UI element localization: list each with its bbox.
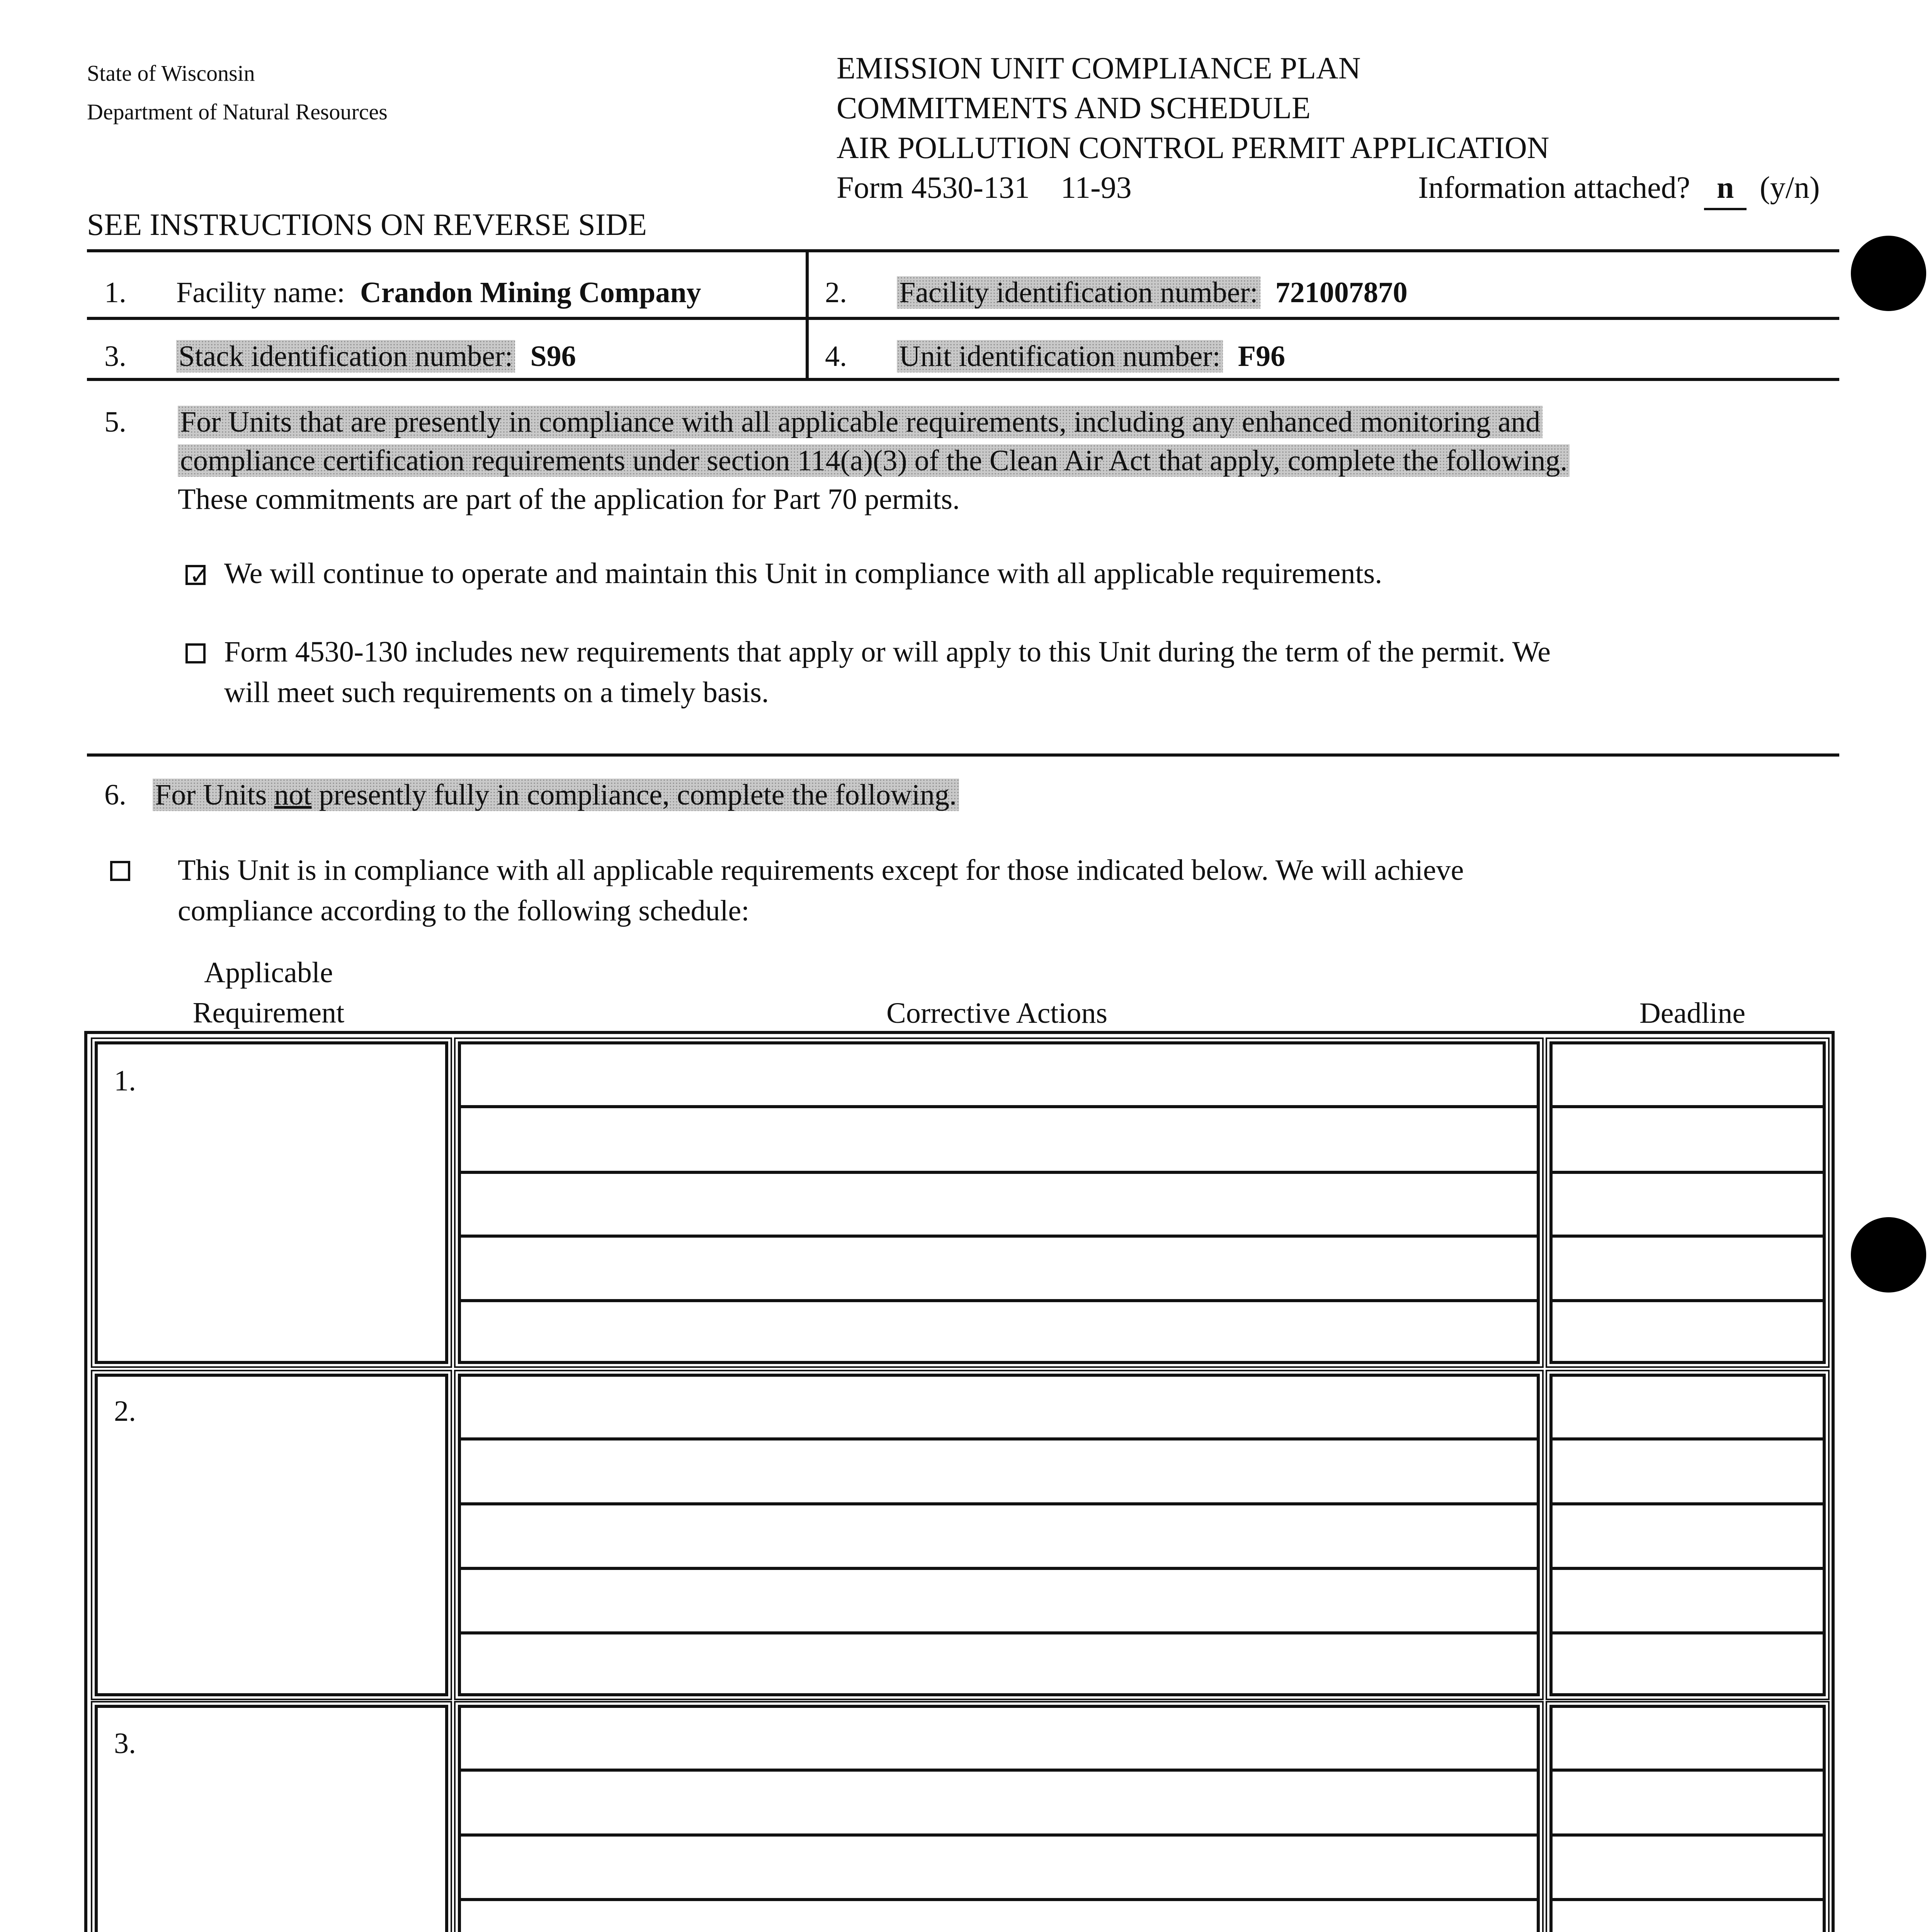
field-4-number: 4.	[825, 340, 847, 372]
deadline-line	[1549, 1235, 1826, 1238]
corrective-line	[458, 1898, 1540, 1901]
option2-checkbox[interactable]	[185, 643, 206, 663]
unit-id-value[interactable]: F96	[1238, 340, 1286, 372]
department-label: Department of Natural Resources	[87, 99, 388, 124]
corrective-line	[458, 1235, 1540, 1238]
row-3-label: 3.	[114, 1727, 136, 1760]
fields-top-rule	[87, 249, 1839, 252]
option2-line2: will meet such requirements on a timely basis.	[224, 676, 769, 709]
requirement-cell-3[interactable]	[95, 1705, 448, 1932]
section-6-rule	[87, 753, 1839, 757]
deadline-line	[1549, 1105, 1826, 1108]
corrective-line	[458, 1567, 1540, 1570]
fields-mid-rule	[87, 317, 1839, 320]
deadline-line	[1549, 1898, 1826, 1901]
section-6-text-line1: This Unit is in compliance with all applicable requirements except for those indicated below. We will achieve	[178, 854, 1464, 886]
option1-checkbox[interactable]	[185, 561, 209, 590]
section-5-number: 5.	[104, 406, 126, 438]
info-attached-value[interactable]: n	[1704, 168, 1747, 210]
section-5-line2-text: compliance certification requirements under section 114(a)(3) of the Clean Air Act that apply, complete the following.	[178, 444, 1570, 477]
section-6-heading	[153, 775, 959, 815]
facility-name-label: Facility name:	[176, 276, 345, 309]
corrective-cell-2[interactable]	[458, 1374, 1540, 1696]
fields-bottom-rule	[87, 378, 1839, 381]
section-6-heading-not: not	[274, 779, 312, 811]
col-header-requirement-line1: Applicable	[204, 956, 333, 989]
corrective-line	[458, 1833, 1540, 1837]
stack-id-value[interactable]: S96	[530, 340, 576, 372]
col-header-deadline: Deadline	[1639, 997, 1746, 1029]
stack-id-label: Stack identification number:	[176, 340, 515, 372]
requirement-cell-2[interactable]	[95, 1374, 448, 1696]
col-header-requirement	[182, 952, 355, 1033]
col-header-corrective: Corrective Actions	[886, 997, 1107, 1029]
punch-hole-top	[1851, 236, 1926, 311]
corrective-line	[458, 1171, 1540, 1174]
section-5-line3: These commitments are part of the application for Part 70 permits.	[178, 483, 960, 515]
deadline-cell-2[interactable]	[1549, 1374, 1826, 1696]
option2-line1: Form 4530-130 includes new requirements that apply or will apply to this Unit during the term of the permit. We	[224, 636, 1551, 668]
field-1	[104, 272, 701, 313]
section-6-text-line2: compliance according to the following schedule:	[178, 895, 750, 927]
unit-id-label: Unit identification number:	[897, 340, 1223, 372]
fields-divider	[806, 249, 809, 381]
deadline-cell-1[interactable]	[1549, 1041, 1826, 1364]
field-2-number: 2.	[825, 276, 847, 309]
corrective-line	[458, 1769, 1540, 1772]
section-6-heading-post: presently fully in compliance, complete the following.	[311, 779, 957, 811]
info-attached-yn: (y/n)	[1760, 171, 1820, 205]
section-5-line1-text: For Units that are presently in compliance with all applicable requirements, including any enhanced monitoring and	[178, 406, 1543, 438]
deadline-line	[1549, 1769, 1826, 1772]
corrective-line	[458, 1105, 1540, 1108]
field-3-number: 3.	[104, 340, 126, 372]
deadline-line	[1549, 1299, 1826, 1302]
corrective-cell-1[interactable]	[458, 1041, 1540, 1364]
checkmark-icon: ✓	[189, 561, 209, 590]
field-2	[825, 272, 1408, 313]
requirement-cell-1[interactable]	[95, 1041, 448, 1364]
info-attached	[1418, 168, 1820, 210]
form-number-text: Form 4530-131	[837, 171, 1030, 205]
section-6-number: 6.	[104, 779, 126, 811]
form-date: 11-93	[1061, 171, 1132, 205]
field-4	[825, 336, 1285, 376]
info-attached-label: Information attached?	[1418, 171, 1690, 205]
form-title-line3: AIR POLLUTION CONTROL PERMIT APPLICATION	[837, 131, 1549, 165]
facility-id-label: Facility identification number:	[897, 276, 1260, 309]
deadline-line	[1549, 1631, 1826, 1634]
instructions-note: SEE INSTRUCTIONS ON REVERSE SIDE	[87, 208, 647, 242]
field-3	[104, 336, 576, 376]
deadline-line	[1549, 1437, 1826, 1440]
form-title-line1: EMISSION UNIT COMPLIANCE PLAN	[837, 51, 1361, 85]
option1-text: We will continue to operate and maintain this Unit in compliance with all applicable requirements.	[224, 557, 1383, 590]
section-6-checkbox[interactable]	[110, 861, 130, 881]
deadline-line	[1549, 1567, 1826, 1570]
facility-name-value[interactable]: Crandon Mining Company	[360, 276, 701, 309]
punch-hole-middle	[1851, 1217, 1926, 1293]
field-1-number: 1.	[104, 276, 126, 309]
corrective-line	[458, 1631, 1540, 1634]
form-title-line2: COMMITMENTS AND SCHEDULE	[837, 91, 1311, 125]
deadline-line	[1549, 1502, 1826, 1505]
facility-id-value[interactable]: 721007870	[1275, 276, 1408, 309]
form-number	[837, 168, 1132, 208]
corrective-line	[458, 1299, 1540, 1302]
row-1-label: 1.	[114, 1065, 136, 1097]
deadline-line	[1549, 1171, 1826, 1174]
section-5-line1	[178, 402, 1543, 442]
section-6-heading-highlight	[153, 779, 959, 811]
row-2-label: 2.	[114, 1395, 136, 1427]
col-header-requirement-line2: Requirement	[192, 997, 345, 1029]
deadline-line	[1549, 1833, 1826, 1837]
corrective-line	[458, 1437, 1540, 1440]
section-5-line2	[178, 440, 1570, 481]
corrective-line	[458, 1502, 1540, 1505]
section-6-heading-pre: For Units	[155, 779, 274, 811]
state-label: State of Wisconsin	[87, 61, 255, 86]
